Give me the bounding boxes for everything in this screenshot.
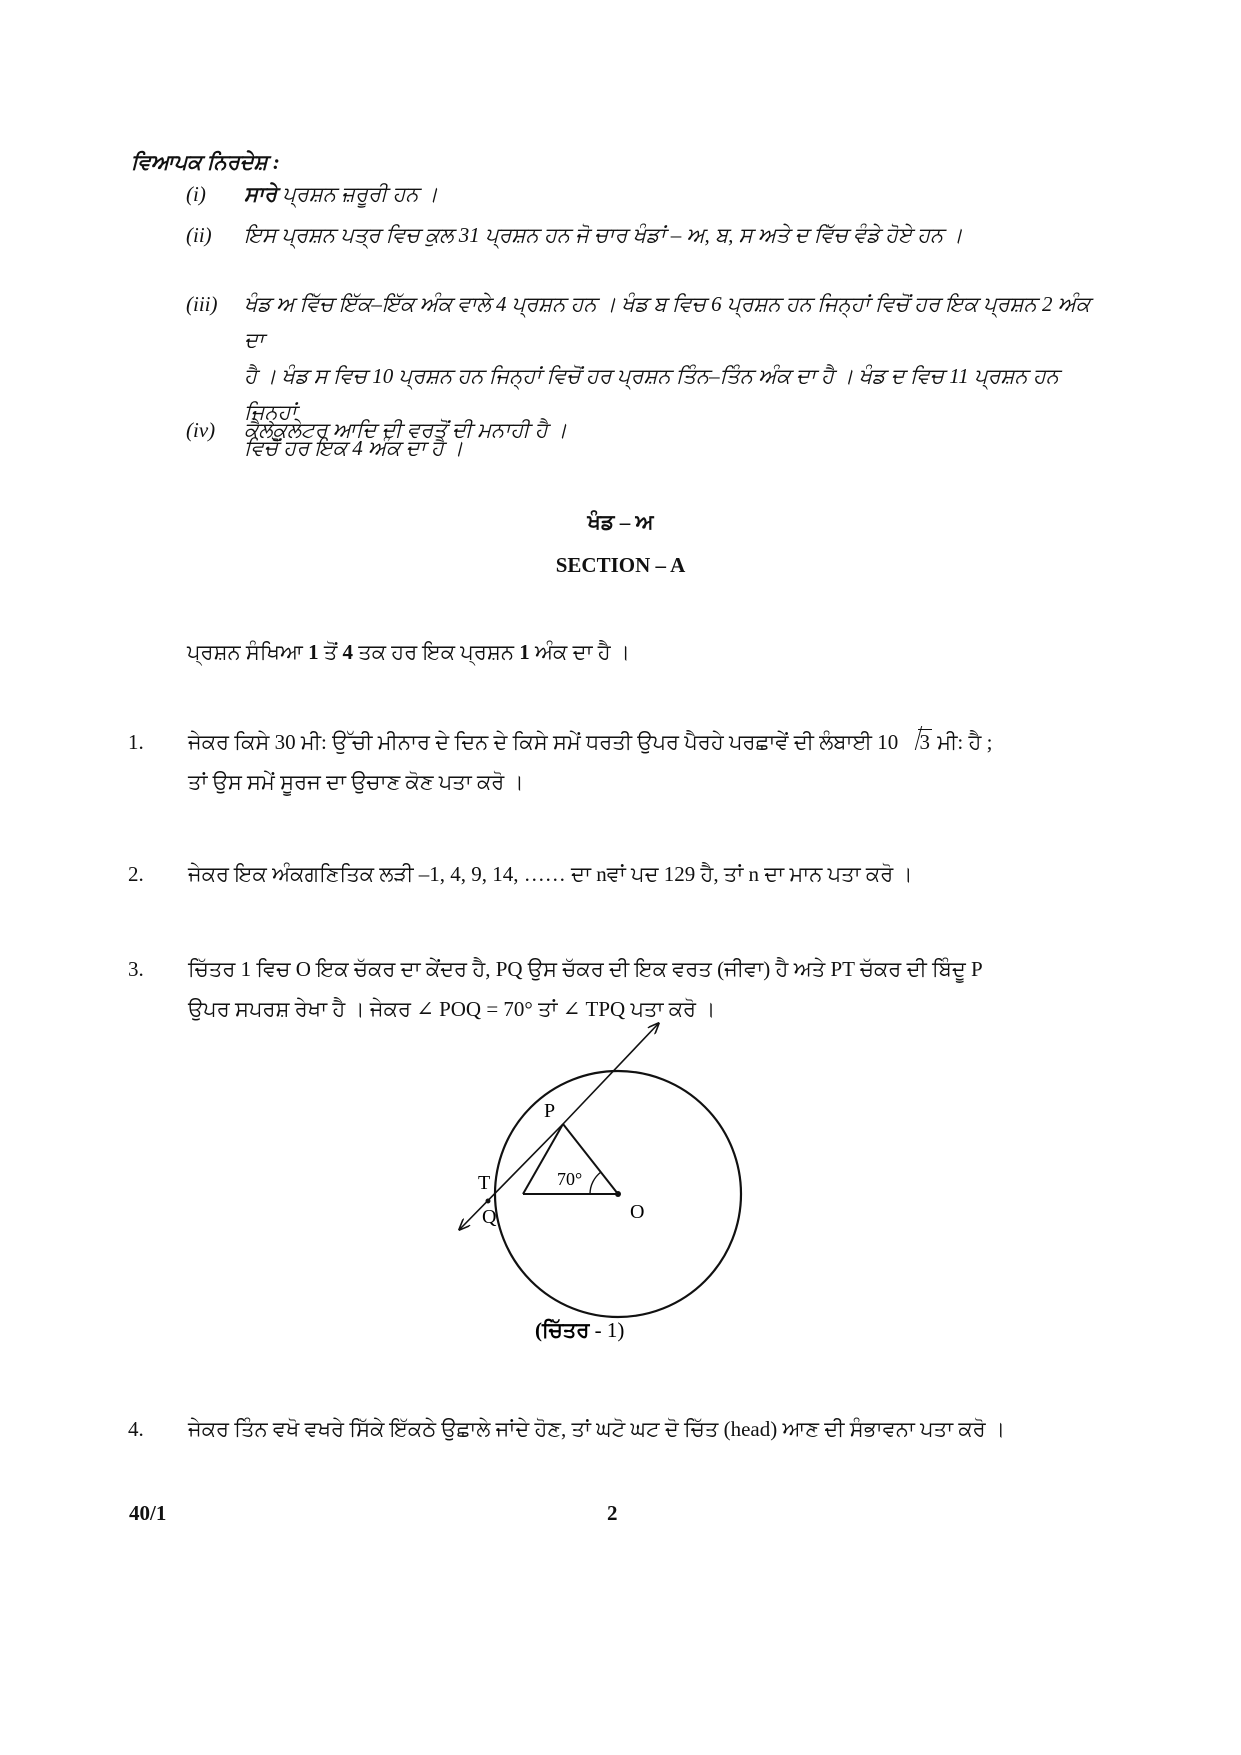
note-part: ਤੋਂ xyxy=(318,640,343,664)
label-p: P xyxy=(544,1100,556,1122)
section-note xyxy=(187,640,630,665)
figure-circle-diagram xyxy=(440,1015,760,1355)
question-text xyxy=(188,722,1088,802)
note-number: 4 xyxy=(342,640,354,664)
tangent-ray-down xyxy=(460,1124,563,1229)
label-t: T xyxy=(478,1172,491,1194)
note-part: ਪ੍ਰਸ਼ਨ ਸੰਖਿਆ xyxy=(187,640,309,664)
instruction-line: ਹੈ । ਖੰਡ ਸ ਵਿਚ 10 ਪ੍ਰਸ਼ਨ ਹਨ ਜਿਨ੍ਹਾਂ ਵਿਚੋਂ ਹਰ ਪ੍ਰਸ਼ਨ ਤਿੰਨ–ਤਿੰਨ ਅੰਕ ਦਾ ਹੈ । ਖੰਡ ਦ ਵਿਚ 11 ਪ੍ਰਸ਼ਨ ਹਨ ਜਿਨ੍ਹਾਂ xyxy=(244,364,1059,424)
instruction-number: (iv) xyxy=(186,418,216,442)
page-number: 2 xyxy=(607,1501,618,1525)
paper-code: 40/1 xyxy=(129,1501,167,1525)
question-line xyxy=(188,722,1088,762)
section-title-punjabi: ਖੰਡ – ਅ xyxy=(587,510,654,534)
instruction-number: (ii) xyxy=(186,223,212,247)
instruction-line: ਖੰਡ ਅ ਵਿੱਚ ਇੱਕ–ਇੱਕ ਅੰਕ ਵਾਲੇ 4 ਪ੍ਰਸ਼ਨ ਹਨ । ਖੰਡ ਬ ਵਿਚ 6 ਪ੍ਰਸ਼ਨ ਹਨ ਜਿਨ੍ਹਾਂ ਵਿਚੋਂ ਹਰ ਇਕ ਪ੍ਰਸ਼ਨ 2 ਅੰਕ ਦਾ xyxy=(244,292,1091,352)
question-text-part: ਜੇਕਰ ਕਿਸੇ 30 ਮੀ: ਉੱਚੀ ਮੀਨਾਰ ਦੇ ਦਿਨ ਦੇ ਕਿਸੇ ਸਮੇਂ ਧਰਤੀ ਉਪਰ ਪੈਰਹੇ ਪਰਛਾਵੇਂ ਦੀ ਲੰਬਾਈ 10 xyxy=(188,730,904,754)
question-number: 4. xyxy=(128,1417,144,1441)
instruction-bold: ਸਾਰੇ xyxy=(244,182,278,206)
square-root xyxy=(904,722,933,762)
question-text: ਜੇਕਰ ਇਕ ਅੰਕਗਣਿਤਿਕ ਲੜੀ –1, 4, 9, 14, …… ਦਾ nਵਾਂ ਪਦ 129 ਹੈ, ਤਾਂ n ਦਾ ਮਾਨ ਪਤਾ ਕਰੋ । xyxy=(188,862,913,886)
instruction-text-rest: ਪ੍ਰਸ਼ਨ ਜ਼ਰੂਰੀ ਹਨ । xyxy=(277,182,438,206)
question-line: ਤਾਂ ਉਸ ਸਮੇਂ ਸੂਰਜ ਦਾ ਉਚਾਣ ਕੋਣ ਪਤਾ ਕਰੋ । xyxy=(188,770,524,794)
instructions-title: ਵਿਆਪਕ ਨਿਰਦੇਸ਼ : xyxy=(131,150,280,174)
instruction-number: (i) xyxy=(186,182,206,206)
instruction-text: ਇਸ ਪ੍ਰਸ਼ਨ ਪਤ੍ਰ ਵਿਚ ਕੁਲ 31 ਪ੍ਰਸ਼ਨ ਹਨ ਜੋ ਚਾਰ ਖੰਡਾਂ – ਅ, ਬ, ਸ ਅਤੇ ਦ ਵਿੱਚ ਵੰਡੇ ਹੋਏ ਹਨ । xyxy=(244,223,963,247)
center-point xyxy=(615,1191,621,1197)
question-line: ਉਪਰ ਸਪਰਸ਼ ਰੇਖਾ ਹੈ । ਜੇਕਰ ∠ POQ = 70° ਤਾਂ ∠ TPQ ਪਤਾ ਕਰੋ । xyxy=(188,997,716,1021)
question-text: ਜੇਕਰ ਤਿੰਨ ਵਖੋ ਵਖਰੇ ਸਿੱਕੇ ਇੱਕਠੇ ਉਛਾਲੇ ਜਾਂਦੇ ਹੋਣ, ਤਾਂ ਘਟੋ ਘਟ ਦੋ ਚਿੱਤ (head) ਆਣ ਦੀ ਸੰਭਾਵਨਾ ਪਤਾ ਕਰੋ । xyxy=(188,1417,1006,1441)
label-q: Q xyxy=(482,1206,497,1228)
note-number: 1 xyxy=(308,640,319,664)
caption-word: (ਚਿੱਤਰ xyxy=(535,1318,590,1342)
instruction-line: ਵਿਚੋਂ ਹਰ ਇਕ 4 ਅੰਕ ਦਾ ਹੈ । xyxy=(244,436,464,460)
instruction-text: ਕੈਲਕੁਲੇਟਰ ਆਦਿ ਦੀ ਵਰਤੋਂ ਦੀ ਮਨਾਹੀ ਹੈ । xyxy=(244,418,568,442)
instruction-text xyxy=(244,176,1112,212)
question-text-part: ਮੀ: ਹੈ ; xyxy=(932,730,993,754)
question-number: 1. xyxy=(128,730,144,754)
section-title: SECTION – A xyxy=(555,553,686,577)
angle-arc xyxy=(590,1172,601,1194)
instruction-number: (iii) xyxy=(186,292,218,316)
question-number: 3. xyxy=(128,957,144,981)
question-line: ਚਿੱਤਰ 1 ਵਿਚ O ਇਕ ਚੱਕਰ ਦਾ ਕੇਂਦਰ ਹੈ, PQ ਉਸ ਚੱਕਰ ਦੀ ਇਕ ਵਰਤ (ਜੀਵਾ) ਹੈ ਅਤੇ PT ਚੱਕਰ ਦੀ ਬਿੰਦੂ P xyxy=(188,957,983,981)
angle-label: 70° xyxy=(557,1169,583,1189)
note-part: ਅੰਕ ਦਾ ਹੈ । xyxy=(529,640,631,664)
question-number: 2. xyxy=(128,862,144,886)
point-t-marker xyxy=(486,1199,491,1204)
caption-number: - 1) xyxy=(589,1318,625,1342)
label-o: O xyxy=(630,1201,645,1223)
note-number: 1 xyxy=(519,640,530,664)
square-root-value: 3 xyxy=(919,730,930,754)
note-part: ਤਕ ਹਰ ਇਕ ਪ੍ਰਸ਼ਨ xyxy=(353,640,520,664)
figure-caption xyxy=(535,1317,624,1342)
